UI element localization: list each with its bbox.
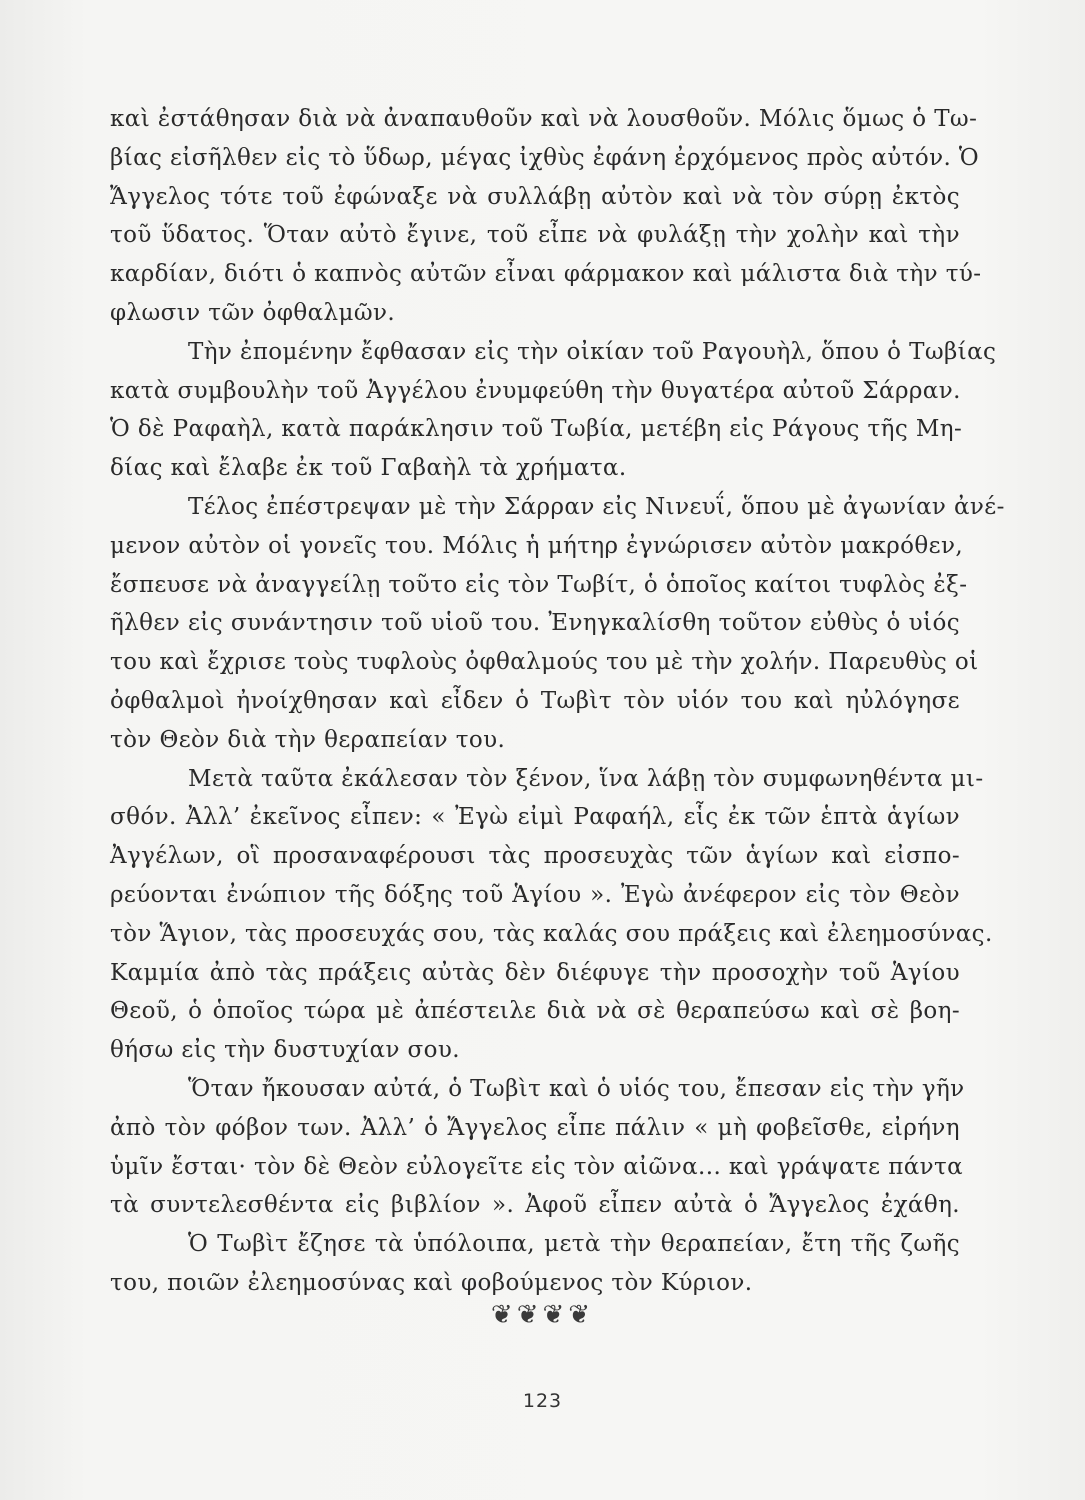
text-line: τὰ συντελεσθέντα εἰς βιβλίον ». Ἀφοῦ εἶπεν αὐτὰ ὁ Ἄγγελος ἐχάθη. xyxy=(110,1192,960,1219)
text-line: σθόν. Ἀλλ’ ἐκεῖνος εἶπεν: « Ἐγὼ εἰμὶ Ραφαήλ, εἷς ἐκ τῶν ἑπτὰ ἁγίων xyxy=(110,804,960,831)
text-line: θήσω εἰς τὴν δυστυχίαν σου. xyxy=(110,1037,460,1064)
page-number: 123 xyxy=(522,1390,563,1412)
text-line: φλωσιν τῶν ὀφθαλμῶν. xyxy=(110,299,396,326)
text-line: ῆλθεν εἰς συνάντησιν τοῦ υἱοῦ του. Ἐνηγκαλίσθη τοῦτον εὐθὺς ὁ υἱός xyxy=(110,610,960,637)
text-line: του, ποιῶν ἐλεημοσύνας καὶ φοβούμενος τὸν Κύριον. xyxy=(110,1269,753,1296)
text-line: Καμμία ἀπὸ τὰς πράξεις αὐτὰς δὲν διέφυγε τὴν προσοχὴν τοῦ Ἁγίου xyxy=(110,959,960,986)
text-line: δίας καὶ ἔλαβε ἐκ τοῦ Γαβαὴλ τὰ χρήματα. xyxy=(110,455,627,482)
text-line: Τὴν ἐπομένην ἔφθασαν εἰς τὴν οἰκίαν τοῦ Ραγουὴλ, ὅπου ὁ Τωβίας xyxy=(188,338,997,365)
text-line: τὸν Θεὸν διὰ τὴν θεραπείαν του. xyxy=(110,726,506,753)
text-line: Θεοῦ, ὁ ὁποῖος τώρα μὲ ἀπέστειλε διὰ νὰ σὲ θεραπεύσω καὶ σὲ βοη- xyxy=(110,998,960,1025)
text-line: του καὶ ἔχρισε τοὺς τυφλοὺς ὀφθαλμούς του μὲ τὴν χολήν. Παρευθὺς οἱ xyxy=(110,649,979,676)
text-line: καὶ ἐστάθησαν διὰ νὰ ἀναπαυθοῦν καὶ νὰ λουσθοῦν. Μόλις ὅμως ὁ Τω- xyxy=(110,106,978,132)
text-line: ἀπὸ τὸν φόβον των. Ἀλλ’ ὁ Ἄγγελος εἶπε πάλιν « μὴ φοβεῖσθε, εἰρήνη xyxy=(110,1114,960,1141)
text-line: ὑμῖν ἔσται· τὸν δὲ Θεὸν εὐλογεῖτε εἰς τὸν αἰῶνα... καὶ γράψατε πάντα xyxy=(110,1153,964,1180)
body-text xyxy=(110,100,1005,1303)
text-line: τὸν Ἅγιον, τὰς προσευχάς σου, τὰς καλάς σου πράξεις καὶ ἐλεημοσύνας. xyxy=(110,920,993,947)
text-line: ρεύονται ἐνώπιον τῆς δόξης τοῦ Ἁγίου ». Ἐγὼ ἀνέφερον εἰς τὸν Θεὸν xyxy=(110,881,960,908)
text-line: Ὅταν ἤκουσαν αὐτά, ὁ Τωβὶτ καὶ ὁ υἱός του, ἔπεσαν εἰς τὴν γῆν xyxy=(188,1075,965,1102)
text-line: Μετὰ ταῦτα ἐκάλεσαν τὸν ξένον, ἵνα λάβῃ τὸν συμφωνηθέντα μι- xyxy=(188,765,984,792)
text-line: Ὁ δὲ Ραφαὴλ, κατὰ παράκλησιν τοῦ Τωβία, μετέβη εἰς Ράγους τῆς Μη- xyxy=(110,416,963,443)
text-line: κατὰ συμβουλὴν τοῦ Ἀγγέλου ἐνυμφεύθη τὴν θυγατέρα αὐτοῦ Σάρραν. xyxy=(110,377,961,404)
text-line: μενον αὐτὸν οἱ γονεῖς του. Μόλις ἡ μήτηρ ἐγνώρισεν αὐτὸν μακρόθεν, xyxy=(110,532,964,559)
text-line: Τέλος ἐπέστρεψαν μὲ τὴν Σάρραν εἰς Νινευΐ, ὅπου μὲ ἀγωνίαν ἀνέ- xyxy=(188,493,1005,520)
text-line: Ὁ Τωβὶτ ἔζησε τὰ ὑπόλοιπα, μετὰ τὴν θεραπείαν, ἔτη τῆς ζωῆς xyxy=(188,1231,960,1258)
text-line: καρδίαν, διότι ὁ καπνὸς αὐτῶν εἶναι φάρμακον καὶ μάλιστα διὰ τὴν τύ- xyxy=(110,261,982,288)
decorative-ornament: ❦❦❦❦ xyxy=(490,1300,595,1330)
text-line: βίας εἰσῆλθεν εἰς τὸ ὕδωρ, μέγας ἰχθὺς ἐφάνη ἐρχόμενος πρὸς αὐτόν. Ὁ xyxy=(110,144,980,171)
text-line: ἔσπευσε νὰ ἀναγγείλῃ τοῦτο εἰς τὸν Τωβίτ, ὁ ὁποῖος καίτοι τυφλὸς ἐξ- xyxy=(110,571,968,598)
text-line: ὀφθαλμοὶ ἠνοίχθησαν καὶ εἶδεν ὁ Τωβὶτ τὸν υἱόν του καὶ ηὐλόγησε xyxy=(110,687,960,714)
text-line: τοῦ ὕδατος. Ὅταν αὐτὸ ἔγινε, τοῦ εἶπε νὰ φυλάξῃ τὴν χολὴν καὶ τὴν xyxy=(110,222,960,249)
text-line: Ἀγγέλων, οἳ προσαναφέρουσι τὰς προσευχὰς τῶν ἁγίων καὶ εἰσπο- xyxy=(110,843,960,870)
text-line: Ἄγγελος τότε τοῦ ἐφώναξε νὰ συλλάβῃ αὐτὸν καὶ νὰ τὸν σύρῃ ἐκτὸς xyxy=(110,183,960,210)
